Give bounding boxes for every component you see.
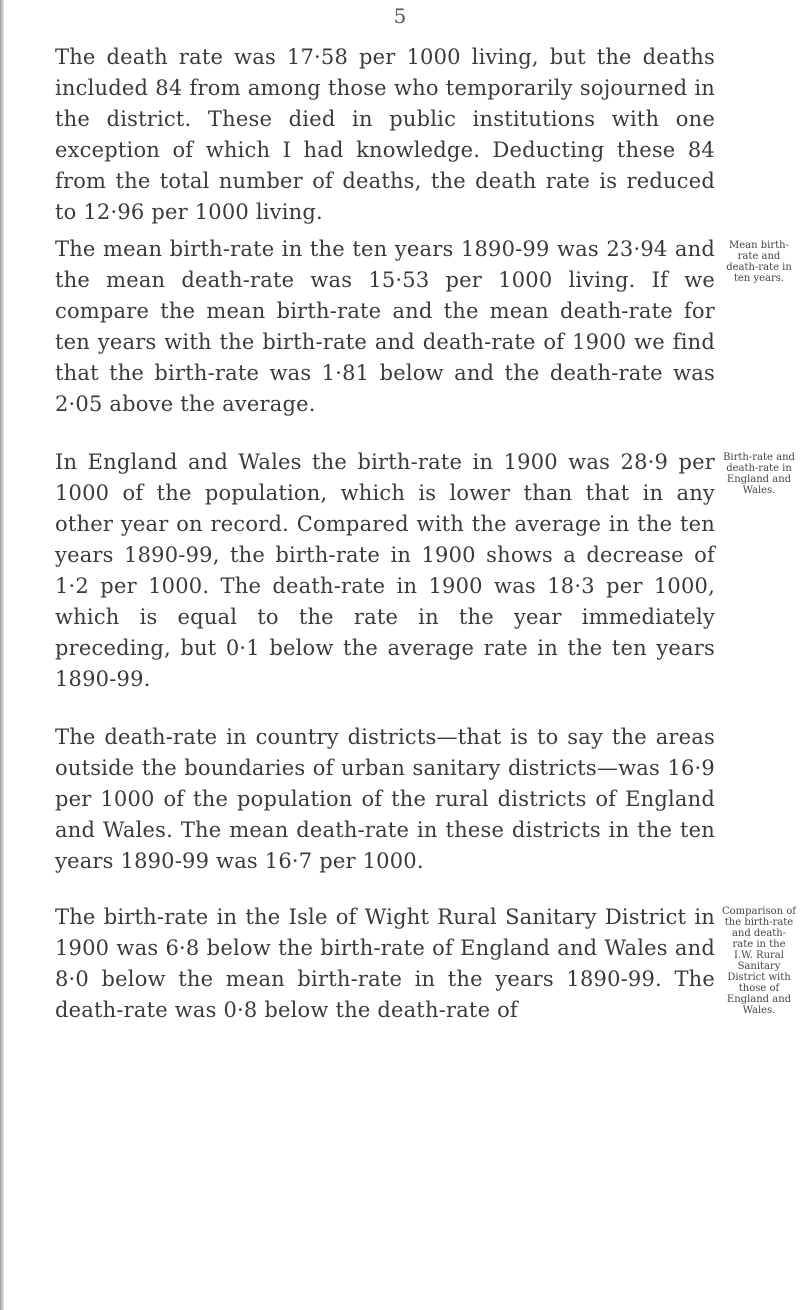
margin-note-comparison: Comparison of the birth-rate and death-rate in the I.W. Rural Sanitary District with those of England and Wales. <box>722 906 796 1016</box>
page-number: 5 <box>393 4 407 28</box>
page-edge-shadow <box>0 0 4 1310</box>
paragraph-death-rate: The death rate was 17·58 per 1000 living, but the deaths included 84 from among those who temporarily sojourned in the district. These died in public institutions with one exception of which I had knowledge. Deducting these 84 from the total number of deaths, the death rate is reduced to 12·96 per 1000 living. <box>55 45 715 224</box>
paragraph-england-wales-rates: In England and Wales the birth-rate in 1900 was 28·9 per 1000 of the population, which is lower than that in any other year on record. Compared with the average in the ten years 1890-99, the birth-rate in 1900 shows a decrease of 1·2 per 1000. The death-rate in 1900 was 18·3 per 1000, which is equal to the rate in the year immediately preceding, but 0·1 below the average rate in the ten years 1890-99. <box>55 450 715 691</box>
margin-note-england-wales: Birth-rate and death-rate in England and Wales. <box>723 452 795 496</box>
margin-note-mean-rates: Mean birth-rate and death-rate in ten years. <box>726 240 792 284</box>
paragraph-country-districts: The death-rate in country districts—that is to say the areas outside the boundaries of urban sanitary districts—was 16·9 per 1000 of the population of the rural districts of England and Wales. The mean death-rate in these districts in the ten years 1890-99 was 16·7 per 1000. <box>55 725 715 873</box>
paragraph-mean-birth-death-rate: The mean birth-rate in the ten years 1890-99 was 23·94 and the mean death-rate was 15·53 per 1000 living. If we compare the mean birth-rate and the mean death-rate for ten years with the birth-rate and death-rate of 1900 we find that the birth-rate was 1·81 below and the death-rate was 2·05 above the average. <box>55 237 715 416</box>
paragraph-isle-of-wight-comparison: The birth-rate in the Isle of Wight Rural Sanitary District in 1900 was 6·8 below the birth-rate of England and Wales and 8·0 below the mean birth-rate in the years 1890-99. The death-rate was 0·8 below the death-rate of <box>55 905 715 1022</box>
